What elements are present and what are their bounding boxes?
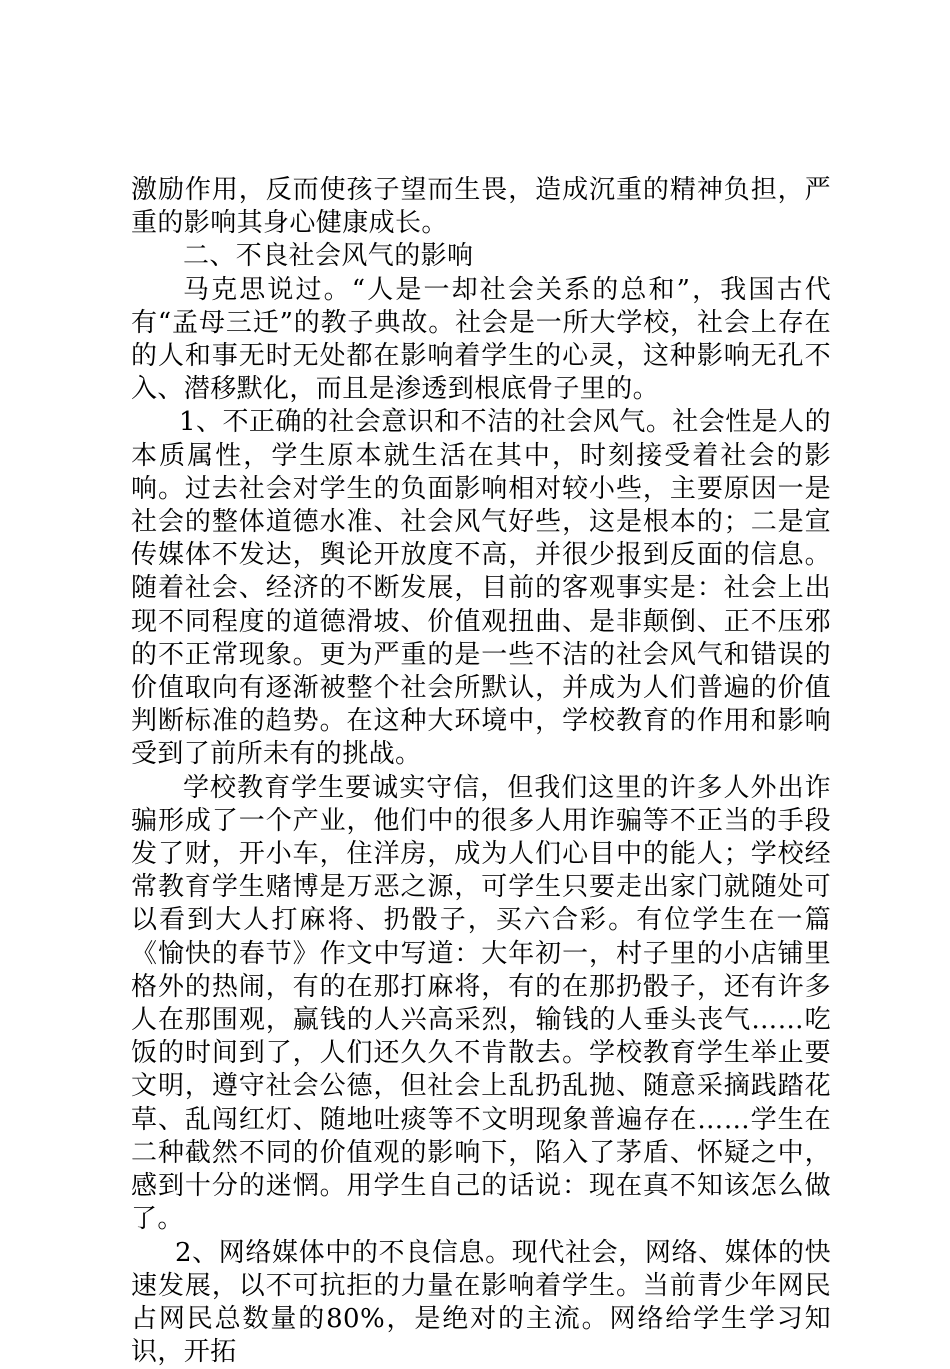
paragraph-school-education: 学校教育学生要诚实守信，但我们这里的许多人外出诈骗形成了一个产业，他们中的很多人用诈骗等不正当的手段发了财，开小车，住洋房，成为人们心目中的能人；学校经常教育学生赌博是万恶之源，可学生只要走出家门就随处可以看到大人打麻将、扔骰子，买六合彩。有位学生在一篇《愉快的春节》作文中写道：大年初一，村子里的小店铺里格外的热闹，有的在那打麻将，有的在那扔骰子，还有许多人在那围观，赢钱的人兴高采烈，输钱的人垂头丧气……吃饭的时间到了，人们还久久不肯散去。学校教育学生举止要文明，遵守社会公德，但社会上乱扔乱抛、随意采摘践踏花草、乱闯红灯、随地吐痰等不文明现象普遍存在……学生在二种截然不同的价值观的影响下，陷入了茅盾、怀疑之中，感到十分的迷惘。用学生自己的话说：现在真不知该怎么做了。	[131, 772, 831, 1237]
paragraph-marx-quote: 马克思说过。“人是一却社会关系的总和”，我国古代有“孟母三迁”的教子典故。社会是一所大学校，社会上存在的人和事无时无处都在影响着学生的心灵，这种影响无孔不入、潜移默化，而且是渗透到根底骨子里的。	[131, 274, 831, 407]
document-body	[131, 174, 831, 1369]
paragraph-continuation: 激励作用，反而使孩子望而生畏，造成沉重的精神负担，严重的影响其身心健康成长。	[131, 174, 831, 240]
paragraph-point-1: 1、不正确的社会意识和不洁的社会风气。社会性是人的本质属性，学生原本就生活在其中，时刻接受着社会的影响。过去社会对学生的负面影响相对较小些，主要原因一是社会的整体道德水准、社会风气好些，这是根本的；二是宣传媒体不发达，舆论开放度不高，并很少报到反面的信息。随着社会、经济的不断发展，目前的客观事实是：社会上出现不同程度的道德滑坡、价值观扭曲、是非颠倒、正不压邪的不正常现象。更为严重的是一些不洁的社会风气和错误的价值取向有逐渐被整个社会所默认，并成为人们普遍的价值判断标准的趋势。在这种大环境中，学校教育的作用和影响受到了前所未有的挑战。	[131, 406, 831, 771]
paragraph-point-2: 2、网络媒体中的不良信息。现代社会，网络、媒体的快速发展，以不可抗拒的力量在影响着学生。当前青少年网民占网民总数量的80%，是绝对的主流。网络给学生学习知识，开拓	[131, 1237, 831, 1369]
section-heading: 二、不良社会风气的影响	[131, 240, 831, 273]
